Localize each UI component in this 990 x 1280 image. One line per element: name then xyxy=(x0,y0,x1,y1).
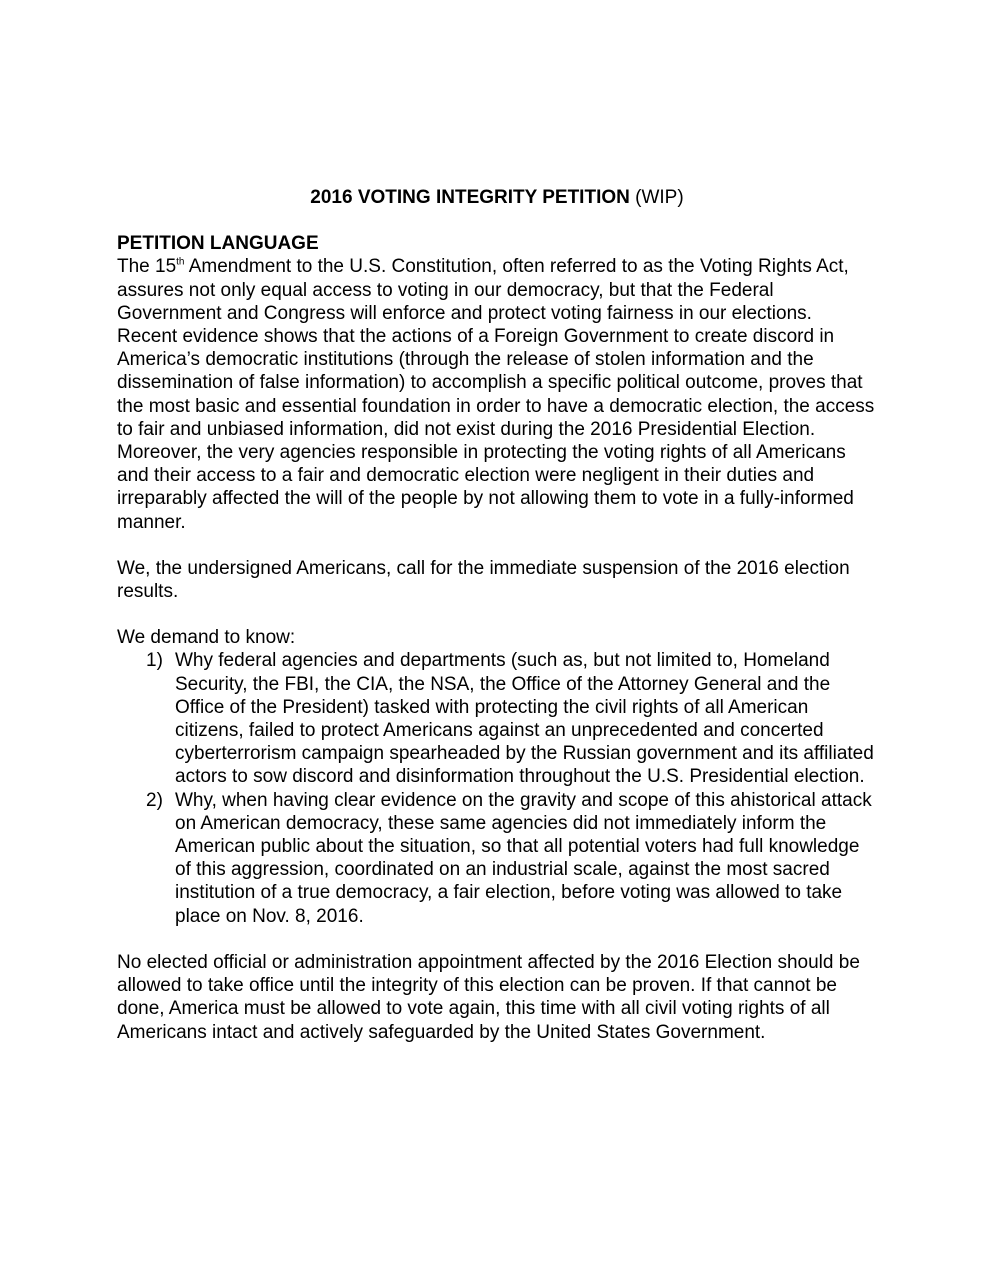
list-item-text: Why federal agencies and departments (such as, but not limited to, Homeland Security, the FBI, the CIA, the NSA, the Office of the Attorney General and the Office of the President) tasked with protecting the civil rights of all American citizens, failed to protect Americans against an unprecedented and concerted cyberterrorism campaign spearheaded by the Russian government and its affiliated actors to sow discord and disinformation throughout the U.S. Presidential election. xyxy=(175,650,874,788)
intro-paragraph xyxy=(117,255,877,533)
intro-before-superscript: The 15 xyxy=(117,256,177,278)
intro-after-superscript: Amendment to the U.S. Constitution, often referred to as the Voting Rights Act, assures not only equal access to voting in our democracy, but that the Federal Government and Congress will enforce and protect voting fairness in our elections. Recent evidence shows that the actions of a Foreign Government to create discord in America’s democratic institutions (through the release of stolen information and the dissemination of false information) to accomplish a specific political outcome, proves that the most basic and essential foundation in order to have a democratic election, the access to fair and unbiased information, did not exist during the 2016 Presidential Election. Moreover, the very agencies responsible in protecting the voting rights of all Americans and their access to a fair and democratic election were negligent in their duties and irreparably affected the will of the people by not allowing them to vote in a fully-informed manner. xyxy=(117,256,875,533)
list-item-number: 1) xyxy=(146,650,163,672)
list-item xyxy=(117,649,877,788)
list-item-number: 2) xyxy=(146,789,163,811)
section-heading-petition-language: PETITION LANGUAGE xyxy=(117,233,319,255)
demands-list xyxy=(117,649,877,927)
closing-paragraph: No elected official or administration appointment affected by the 2016 Election should be allowed to take office until the integrity of this election can be proven. If that cannot be done, America must be allowed to vote again, this time with all civil voting rights of all Americans intact and actively safeguarded by the United States Government. xyxy=(117,951,860,1043)
document-title-main: 2016 VOTING INTEGRITY PETITION xyxy=(310,187,630,208)
document-page xyxy=(117,186,877,1044)
call-paragraph: We, the undersigned Americans, call for the immediate suspension of the 2016 election results. xyxy=(117,557,850,603)
list-item xyxy=(117,789,877,928)
document-title-suffix: (WIP) xyxy=(629,187,684,208)
list-item-text: Why, when having clear evidence on the gravity and scope of this ahistorical attack on American democracy, these same agencies did not immediately inform the American public about the situation, so that all potential voters had full knowledge of this aggression, coordinated on an industrial scale, against the most sacred institution of a true democracy, a fair election, before voting was allowed to take place on Nov. 8, 2016. xyxy=(175,789,872,927)
intro-superscript: th xyxy=(176,257,185,269)
document-title xyxy=(117,186,877,209)
demand-intro: We demand to know: xyxy=(117,627,296,649)
